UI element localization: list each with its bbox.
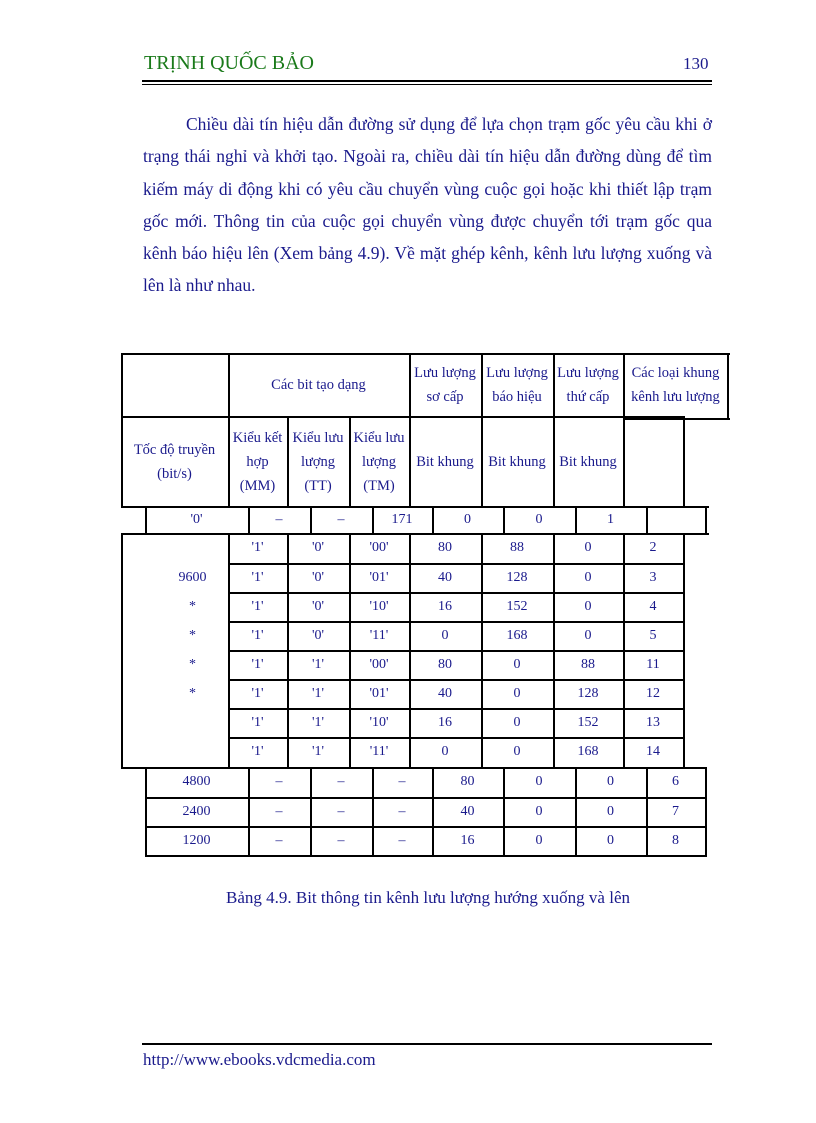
group-9600-cell: '1' — [251, 598, 264, 614]
table-rule — [121, 353, 730, 355]
header-format-bits: Các bit tạo dạng — [271, 376, 366, 393]
group-9600-cell: 0 — [441, 627, 449, 643]
group-9600-cell: 11 — [646, 656, 660, 672]
table-rule — [575, 767, 577, 857]
table-rule — [145, 767, 147, 857]
table-rule — [705, 767, 707, 857]
table-rule — [409, 353, 411, 508]
group-9600-cell: 0 — [513, 714, 521, 730]
lower-row-cell: 0 — [535, 832, 543, 848]
body-paragraph — [143, 108, 712, 302]
table-rule — [145, 826, 707, 828]
table-rule — [228, 767, 685, 769]
group-9600-cell: '10' — [369, 714, 389, 730]
group-9600-cell: '11' — [369, 744, 389, 759]
group-9600-cell: '0' — [311, 627, 325, 643]
lower-row-cell: – — [398, 803, 406, 819]
group-9600-cell: 80 — [438, 540, 452, 555]
table-rule — [228, 592, 685, 594]
table-rule — [409, 353, 411, 508]
group-9600-cell: 0 — [584, 540, 592, 555]
table-rule — [646, 767, 648, 857]
header-secondary-traffic: Lưu lượng thứ cấp — [557, 364, 619, 405]
group-9600-cell: 16 — [438, 714, 452, 730]
table-rule — [228, 679, 685, 681]
group-9600-cell: 128 — [506, 569, 528, 585]
table-rule — [228, 563, 685, 565]
table-rule — [310, 767, 312, 857]
group-9600-cell: '1' — [311, 714, 325, 730]
rate-continuation-mark: * — [189, 627, 196, 643]
group-9600-cell: 0 — [584, 627, 592, 643]
group-9600-cell: '1' — [251, 569, 264, 585]
header-signaling-traffic: Lưu lượng báo hiệu — [486, 364, 548, 405]
group-9600-cell: '1' — [251, 656, 264, 672]
table-rule — [121, 416, 685, 418]
group-9600-cell: 152 — [506, 598, 528, 614]
group-9600-cell: 0 — [513, 744, 521, 759]
table-rule — [349, 533, 351, 768]
group-9600-cell: '1' — [251, 540, 264, 555]
lower-row-cell: – — [275, 832, 283, 848]
lower-row-cell: 0 — [607, 803, 614, 819]
group-9600-cell: 40 — [438, 685, 452, 701]
header-rule-thin — [142, 84, 712, 85]
group-9600-cell: '1' — [311, 656, 325, 672]
group-9600-cell: '1' — [251, 627, 264, 643]
lower-row-cell: – — [275, 774, 283, 789]
table-rule — [248, 767, 250, 857]
table-rule — [503, 767, 505, 857]
group-9600-cell: '0' — [311, 598, 325, 614]
table-rule — [145, 855, 707, 857]
group-9600-cell: '00' — [369, 656, 389, 672]
table-rule — [432, 506, 434, 535]
group-9600-cell: 14 — [646, 744, 660, 759]
group-9600-cell: 128 — [577, 685, 599, 701]
group-9600-cell: '00' — [369, 540, 389, 555]
table-rule — [372, 767, 374, 857]
group-9600-cell: 3 — [649, 569, 657, 585]
group-9600-cell: 168 — [577, 744, 599, 759]
group-9600-cell: '11' — [369, 627, 389, 643]
lower-row-cell: 7 — [672, 803, 679, 819]
table-rule — [228, 533, 230, 768]
group-9600-cell: 80 — [438, 656, 452, 672]
row-zero-cell: 171 — [391, 512, 413, 527]
table-rule — [432, 767, 434, 857]
table-rule — [683, 533, 685, 768]
group-9600-cell: 16 — [438, 598, 452, 614]
header-tt: Kiểu lưu lượng (TT) — [292, 430, 344, 494]
row-zero-cell: – — [337, 512, 345, 527]
table-rule — [553, 353, 555, 508]
group-9600-cell: '1' — [251, 744, 264, 759]
lower-row-cell: 1200 — [182, 832, 211, 848]
header-bits-frame: Bit khung — [416, 454, 474, 470]
header-bits-frame: Bit khung — [488, 454, 546, 470]
lower-row-cell: 0 — [535, 803, 543, 819]
group-9600-cell: 0 — [584, 569, 592, 585]
lower-row-cell: – — [337, 803, 345, 819]
table-rule — [145, 797, 707, 799]
lower-row-cell: 16 — [460, 832, 475, 848]
group-9600-cell: '1' — [251, 714, 264, 730]
header-mm: Kiểu kết hợp (MM) — [232, 430, 283, 494]
lower-row-cell: 40 — [460, 803, 475, 819]
group-9600-cell: '0' — [311, 540, 325, 555]
table-rule — [553, 533, 555, 768]
table-rule — [623, 418, 730, 420]
table-rule — [575, 506, 577, 535]
rate-continuation-mark: * — [189, 656, 196, 672]
group-9600-cell: 168 — [506, 627, 528, 643]
group-9600-cell: '10' — [369, 598, 389, 614]
table-rule — [646, 506, 648, 535]
group-9600-cell: '1' — [311, 744, 325, 759]
lower-row-cell: 6 — [672, 774, 679, 789]
table-rule — [727, 353, 729, 418]
group-9600-cell: 4 — [649, 598, 657, 614]
header-tm: Kiểu lưu lượng (TM) — [353, 430, 405, 494]
table-rule — [310, 506, 312, 535]
header-rule — [142, 80, 712, 82]
table-rule — [623, 353, 625, 508]
group-9600-cell: '1' — [311, 685, 325, 701]
table-rule — [705, 506, 707, 535]
header-bits-frame: Bit khung — [559, 454, 617, 470]
header-frame-types: Các loại khung kênh lưu lượng — [631, 364, 720, 405]
table-caption: Bảng 4.9. Bit thông tin kênh lưu lượng hướng xuống và lên — [225, 888, 630, 907]
lower-row-cell: 80 — [460, 774, 475, 789]
group-9600-cell: 0 — [513, 685, 521, 701]
table-rule — [553, 353, 555, 508]
group-9600-cell: 2 — [649, 540, 657, 555]
table-rule — [623, 353, 625, 508]
table-rule — [409, 533, 411, 768]
table-rule — [503, 506, 505, 535]
table-rule — [623, 533, 625, 768]
rate-continuation-mark: * — [189, 598, 196, 614]
table-rule — [481, 533, 483, 768]
group-9600-cell: 88 — [581, 656, 595, 672]
lower-row-cell: – — [337, 774, 345, 789]
rate-continuation-mark: * — [189, 685, 196, 701]
table-rule — [349, 416, 351, 508]
group-9600-cell: 13 — [646, 714, 660, 730]
group-9600-cell: 0 — [513, 656, 521, 672]
table-rule — [228, 621, 685, 623]
table-rule — [121, 506, 709, 508]
table-rule — [228, 737, 685, 739]
header-primary-traffic: Lưu lượng sơ cấp — [414, 364, 476, 405]
table-rule — [228, 708, 685, 710]
table-rule — [228, 650, 685, 652]
table-rule — [228, 353, 230, 508]
group-9600-cell: '1' — [251, 685, 264, 701]
lower-row-cell: – — [398, 832, 406, 848]
table-rule — [121, 353, 123, 508]
row-zero-cell: – — [275, 512, 283, 527]
page-number: 130 — [683, 54, 709, 73]
table-rule — [287, 416, 289, 508]
row-zero-cell: '0' — [190, 512, 203, 527]
table-rule — [683, 418, 685, 508]
table-rule — [145, 767, 707, 769]
running-header-title: TRỊNH QUỐC BẢO — [144, 52, 314, 74]
lower-row-cell: – — [337, 832, 345, 848]
lower-row-cell: 0 — [535, 774, 543, 789]
lower-row-cell: 0 — [607, 832, 614, 848]
lower-row-cell: 8 — [672, 832, 679, 848]
rate-9600-label: 9600 — [178, 569, 207, 585]
lower-row-cell: 4800 — [182, 774, 211, 789]
group-9600-cell: 5 — [649, 627, 657, 643]
group-9600-cell: 40 — [438, 569, 452, 585]
table-rule — [228, 353, 230, 508]
group-9600-cell: 12 — [646, 685, 660, 701]
group-9600-cell: '0' — [311, 569, 325, 585]
group-9600-cell: 152 — [577, 714, 599, 730]
lower-row-cell: – — [398, 774, 406, 789]
group-9600-cell: 0 — [441, 744, 449, 759]
table-rule — [481, 353, 483, 508]
table-rule — [145, 506, 147, 535]
table-rule — [121, 533, 709, 535]
row-zero-cell: 1 — [607, 512, 614, 527]
table-rule — [228, 533, 685, 535]
row-zero-cell: 0 — [464, 512, 471, 527]
table-rule — [481, 353, 483, 508]
group-9600-cell: 88 — [510, 540, 524, 555]
table-rule — [248, 506, 250, 535]
table-rule — [121, 533, 123, 768]
group-9600-cell: 0 — [584, 598, 592, 614]
footer-link[interactable]: http://www.ebooks.vdcmedia.com — [143, 1050, 376, 1069]
footer-rule — [142, 1043, 712, 1045]
row-zero-cell: 0 — [535, 512, 543, 527]
lower-row-cell: 0 — [607, 774, 614, 789]
group-9600-cell: '01' — [369, 685, 389, 701]
table-rule — [121, 767, 230, 769]
table-rule — [287, 533, 289, 768]
lower-row-cell: – — [275, 803, 283, 819]
paragraph-text: Chiều dài tín hiệu dẫn đường sử dụng để lựa chọn trạm gốc yêu cầu khi ở trạng thái nghỉ và khởi tạo. Ngoài ra, chiều dài tín hiệu dẫn đường dùng để tìm kiếm máy di động khi có yêu cầu chuyển vùng cuộc gọi hoặc khi thiết lập trạm gốc mới. Thông tin của cuộc gọi chuyển vùng được chuyển tới trạm gốc qua kênh báo hiệu lên (Xem bảng 4.9). Về mặt ghép kênh, kênh lưu lượng xuống và lên là như nhau. — [143, 114, 712, 296]
header-rate: Tốc độ truyền (bit/s) — [133, 442, 216, 482]
table-rule — [372, 506, 374, 535]
lower-row-cell: 2400 — [182, 803, 211, 819]
group-9600-cell: '01' — [369, 569, 389, 585]
